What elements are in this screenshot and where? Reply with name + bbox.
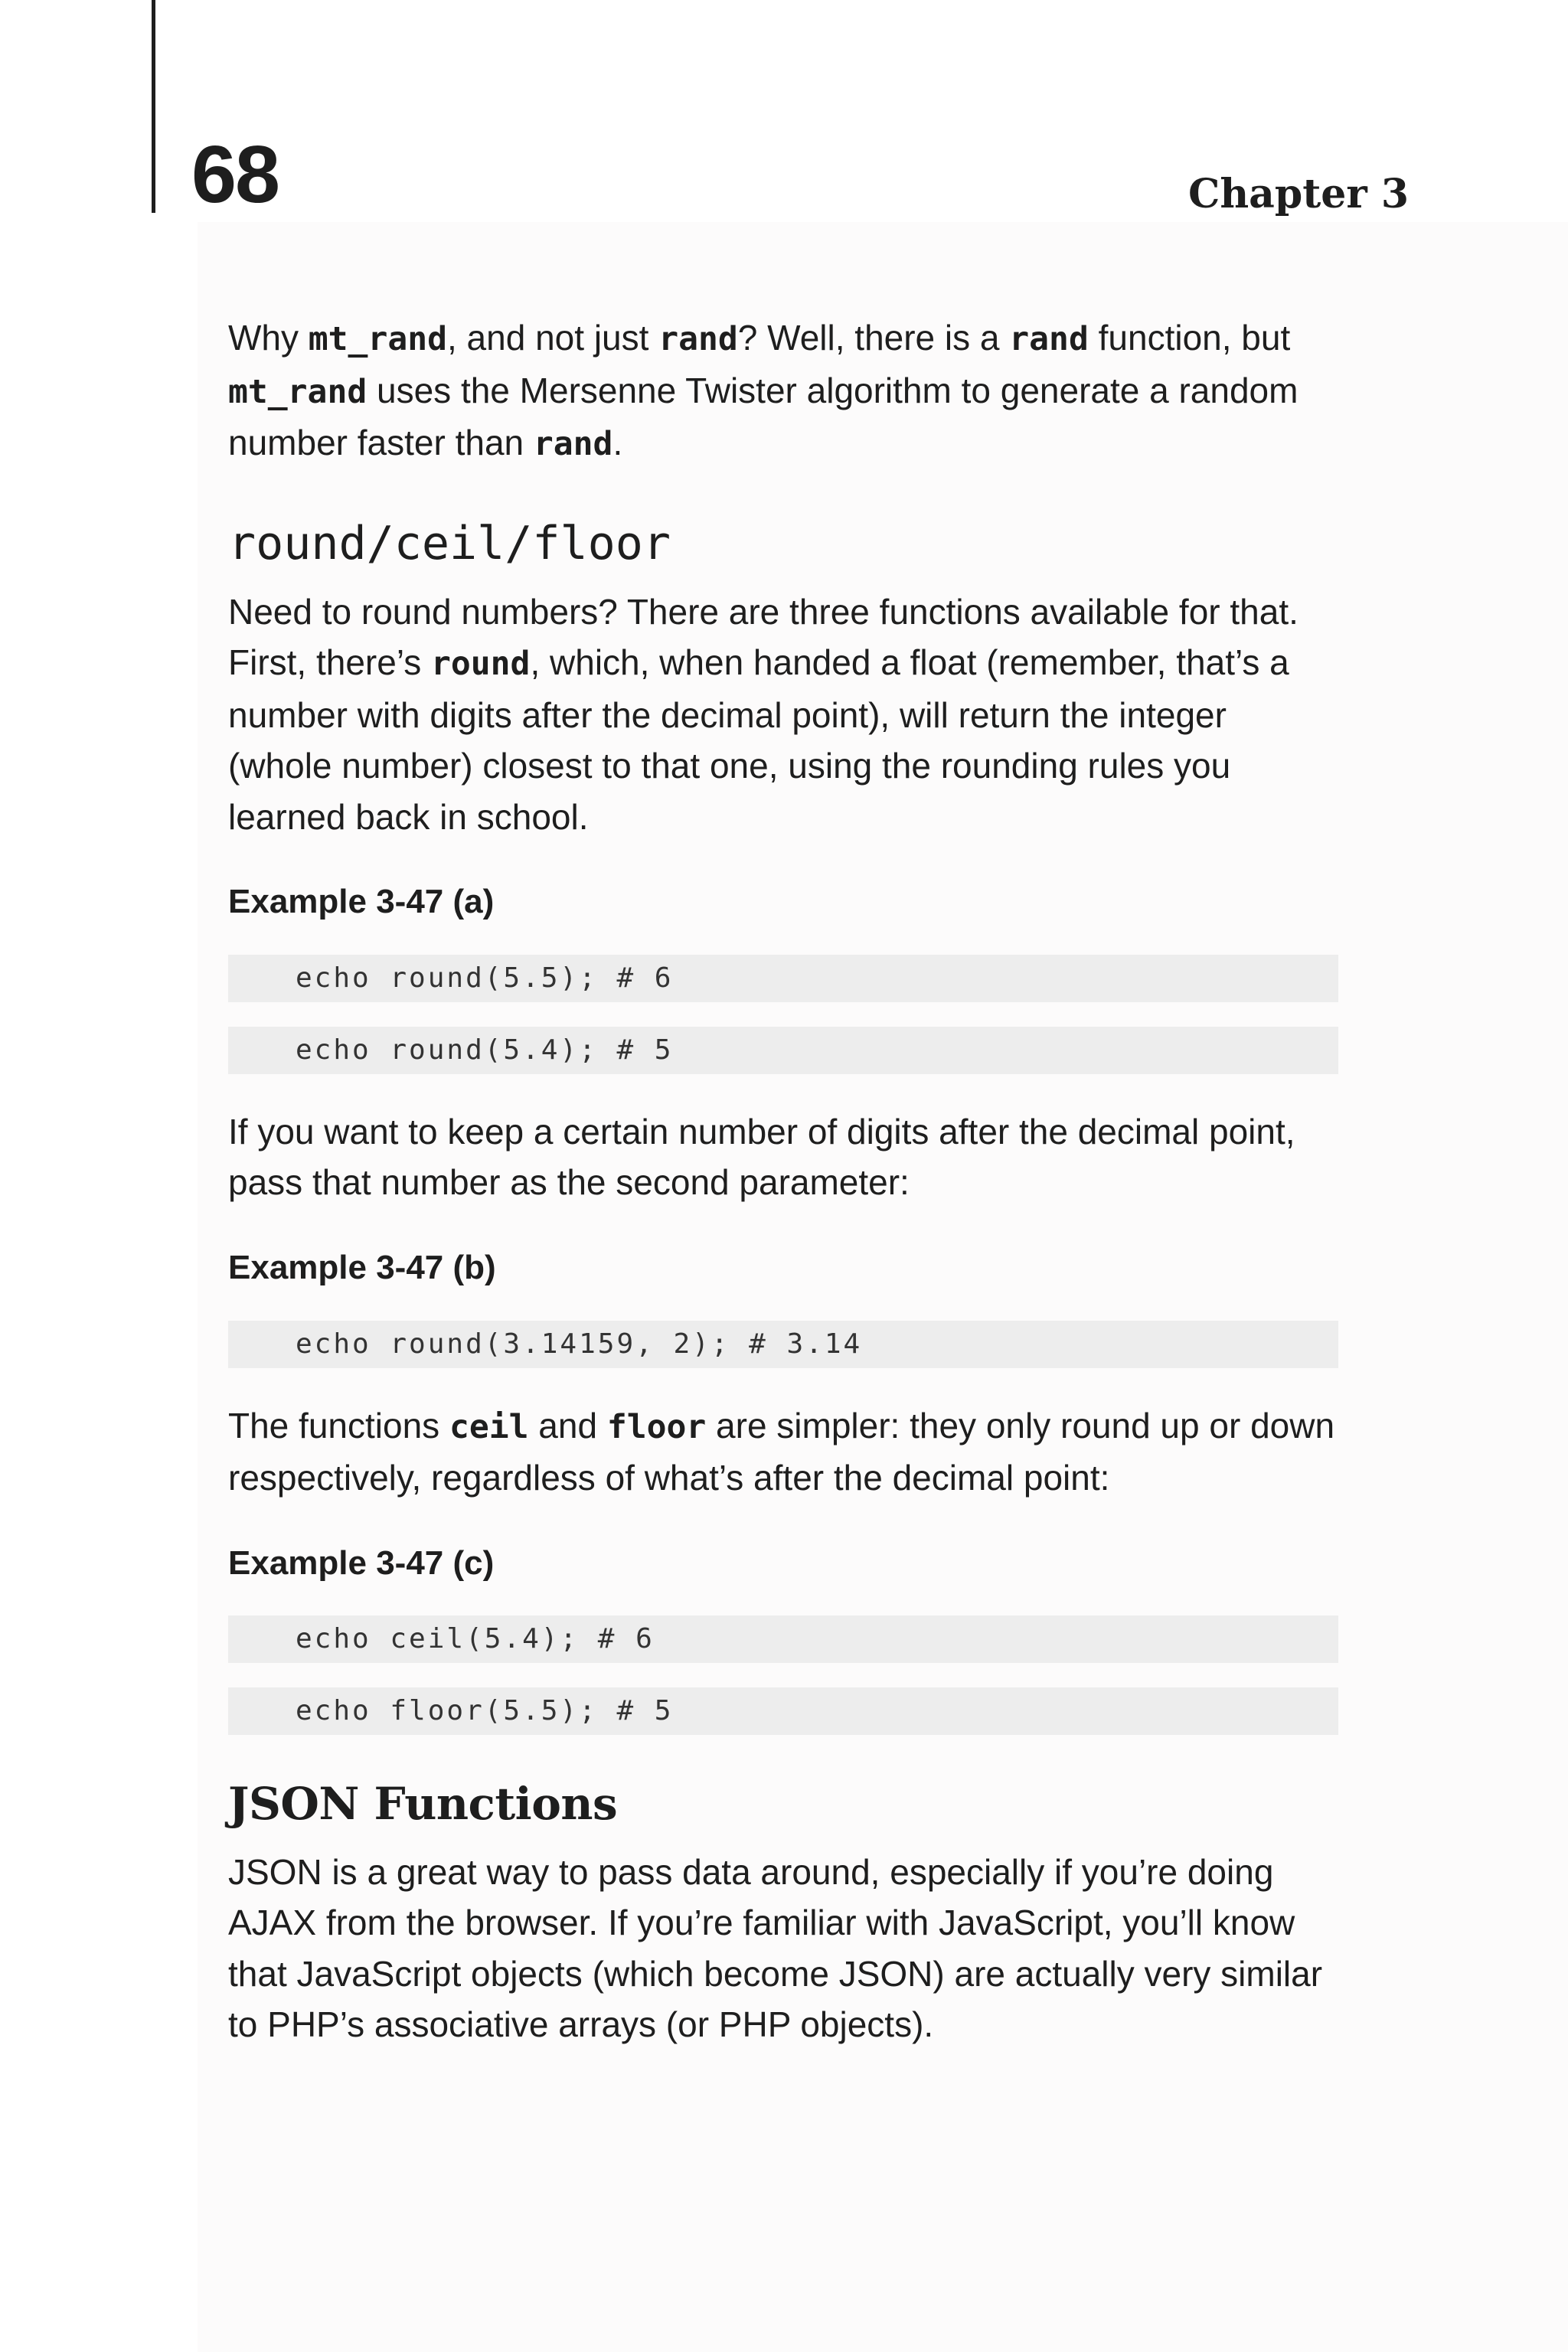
inline-code: ceil	[449, 1407, 529, 1446]
ceil-floor-paragraph: The functions ceil and floor are simpler: they only round up or down respectively, regardless of what’s after the decimal point:	[228, 1405, 1335, 1498]
code-line: echo round(3.14159, 2); # 3.14	[228, 1321, 1338, 1368]
example-label: Example 3-47 (b)	[228, 1248, 496, 1286]
example-label: Example 3-47 (c)	[228, 1544, 495, 1582]
intro-paragraph: Why mt_rand, and not just rand? Well, there is a rand function, but mt_rand uses the Mersenne Twister algorithm to generate a random number faster than rand.	[228, 318, 1298, 463]
section-heading-json-functions: JSON Functions	[228, 1778, 618, 1831]
inline-code: mt_rand	[228, 372, 368, 411]
code-line: echo floor(5.5); # 5	[228, 1687, 1338, 1735]
section-heading-round-ceil-floor: round/ceil/floor	[228, 516, 671, 570]
page-number: 68	[191, 129, 279, 220]
chapter-label: Chapter 3	[1187, 171, 1409, 217]
code-line: echo round(5.4); # 5	[228, 1027, 1338, 1074]
json-paragraph: JSON is a great way to pass data around, especially if you’re doing AJAX from the browser. If you’re familiar with JavaScript, you’ll know that JavaScript objects (which become JSON) are actually very similar to PHP’s associative arrays (or PHP objects).	[228, 1851, 1323, 2045]
page-content	[228, 312, 1338, 2050]
code-line: echo round(5.5); # 6	[228, 955, 1338, 1002]
example-label: Example 3-47 (a)	[228, 883, 495, 920]
margin-rule	[152, 0, 155, 213]
inline-code: rand	[1009, 320, 1089, 358]
paragraph: If you want to keep a certain number of digits after the decimal point, pass that number as the second parameter:	[228, 1111, 1295, 1203]
inline-code: floor	[606, 1407, 707, 1446]
inline-code: round	[431, 645, 531, 683]
inline-code: mt_rand	[308, 320, 447, 358]
code-line: echo ceil(5.4); # 6	[228, 1615, 1338, 1663]
inline-code: rand	[658, 320, 738, 358]
round-intro-paragraph: Need to round numbers? There are three functions available for that. First, there’s round, which, when handed a float (remember, that’s a number with digits after the decimal point), will return the integer (whole number) closest to that one, using the rounding rules you learned back in school.	[228, 591, 1298, 837]
inline-code: rand	[533, 425, 613, 463]
